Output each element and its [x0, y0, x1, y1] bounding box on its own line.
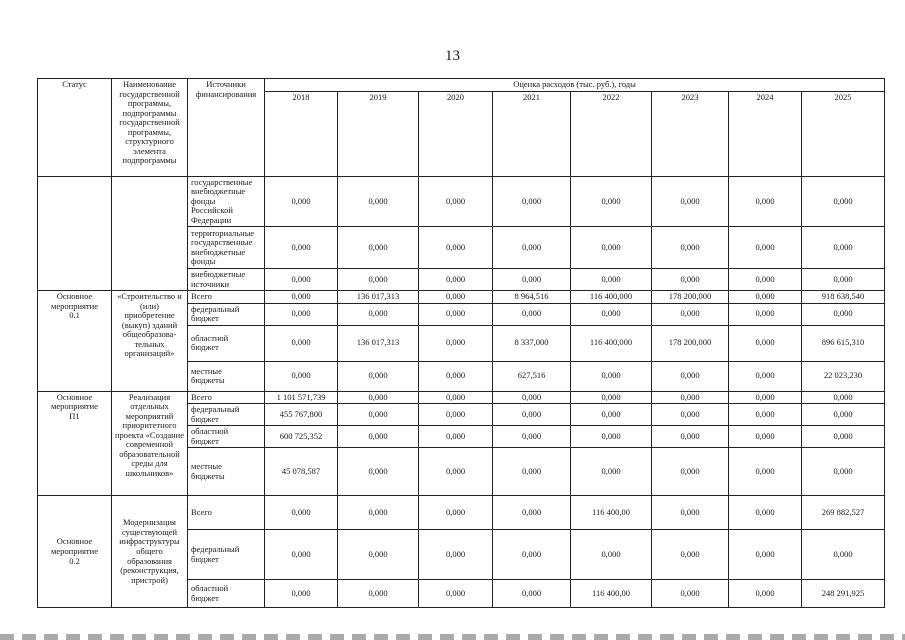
value-cell: 0,000	[571, 227, 652, 269]
cell-line: элемента	[133, 145, 166, 156]
cell-line: 0.2	[69, 555, 80, 566]
cell-line: пристрой)	[131, 574, 168, 585]
value-cell: 0,000	[571, 176, 652, 227]
value-cell: 0,000	[493, 580, 571, 608]
cell-line: мероприятий	[125, 410, 174, 421]
cell-line: приоритетного	[122, 420, 177, 431]
cell-line: государственной	[119, 88, 180, 99]
value-cell: 0,000	[419, 227, 493, 269]
value-cell: 0,000	[338, 530, 419, 580]
cell-line: мероприятие	[51, 545, 98, 556]
value-cell: 0,000	[802, 303, 885, 325]
cell-line: федеральный	[191, 404, 240, 415]
value-cell: 0,000	[265, 530, 338, 580]
value-cell: 0,000	[265, 176, 338, 227]
value-cell: 0,000	[571, 448, 652, 496]
value-cell: 0,000	[338, 496, 419, 530]
value-cell: 0,000	[571, 303, 652, 325]
cell-line: бюджет	[191, 553, 219, 564]
value-cell: 0,000	[493, 404, 571, 426]
value-cell: 0,000	[729, 325, 802, 361]
year-2018: 2018	[265, 91, 338, 176]
group-01-row	[38, 291, 885, 304]
value-cell: 116 400,000	[571, 291, 652, 304]
cell-line: местные	[191, 461, 222, 472]
value-cell: 0,000	[338, 580, 419, 608]
group-01-status	[38, 291, 112, 392]
value-cell: 0,000	[729, 361, 802, 391]
value-cell: 0,000	[493, 448, 571, 496]
value-cell: 0,000	[493, 176, 571, 227]
cell-line: Основное	[56, 291, 93, 302]
value-cell: 0,000	[571, 404, 652, 426]
budget-table	[37, 78, 885, 608]
value-cell: 0,000	[419, 176, 493, 227]
cell-line: источники	[191, 278, 230, 289]
value-cell: 0,000	[729, 391, 802, 404]
cell-line: областной	[191, 583, 229, 594]
cell-line: местные	[191, 365, 222, 376]
value-cell: 627,516	[493, 361, 571, 391]
header-source	[188, 79, 265, 177]
cell-line: тельных	[134, 338, 165, 349]
cell-line: образования	[127, 555, 172, 566]
value-cell: 0,000	[419, 303, 493, 325]
value-cell: 0,000	[265, 227, 338, 269]
group-p1-status	[38, 391, 112, 496]
continuation-row	[38, 176, 885, 227]
value-cell: 0,000	[493, 530, 571, 580]
value-cell: 0,000	[419, 391, 493, 404]
value-cell: 0,000	[338, 391, 419, 404]
name-cell-empty	[112, 176, 188, 291]
cell-line: 0.1	[69, 310, 80, 321]
value-cell: 0,000	[338, 227, 419, 269]
cell-line: Всего	[191, 506, 212, 517]
value-cell: 0,000	[652, 496, 729, 530]
value-cell: 0,000	[802, 448, 885, 496]
value-cell: 269 882,527	[802, 496, 885, 530]
cell-line: государственные	[191, 237, 253, 248]
year-2025: 2025	[802, 91, 885, 176]
value-cell: 116 400,000	[571, 325, 652, 361]
source-cell	[188, 404, 265, 426]
value-cell: 0,000	[338, 269, 419, 291]
value-cell: 0,000	[493, 269, 571, 291]
value-cell: 0,000	[493, 303, 571, 325]
cell-line: мероприятие	[51, 401, 98, 412]
cell-line: бюджет	[191, 435, 219, 446]
value-cell: 0,000	[419, 269, 493, 291]
status-cell-empty	[38, 176, 112, 291]
cell-line: финансирования	[195, 88, 257, 99]
source-cell	[188, 426, 265, 448]
cell-line: бюджет	[191, 313, 219, 324]
cell-line: Российской	[191, 205, 233, 216]
value-cell: 116 400,00	[571, 580, 652, 608]
cell-line: государственной	[119, 117, 180, 128]
value-cell: 0,000	[802, 176, 885, 227]
value-cell: 0,000	[419, 448, 493, 496]
group-02-name	[112, 496, 188, 608]
value-cell: 0,000	[729, 580, 802, 608]
year-2019: 2019	[338, 91, 419, 176]
cell-line: Наименование	[123, 79, 176, 89]
cell-line: бюджеты	[191, 470, 225, 481]
group-02-status	[38, 496, 112, 608]
value-cell: 0,000	[338, 404, 419, 426]
cell-line: школьников»	[125, 467, 174, 478]
cell-line: программы,	[127, 126, 172, 137]
value-cell: 0,000	[571, 361, 652, 391]
value-cell: 0,000	[571, 530, 652, 580]
source-cell	[188, 291, 265, 304]
value-cell: 918 638,540	[802, 291, 885, 304]
value-cell: 896 615,310	[802, 325, 885, 361]
header-status-text: Статус	[62, 79, 87, 89]
value-cell: 0,000	[338, 303, 419, 325]
value-cell: 0,000	[338, 426, 419, 448]
value-cell: 0,000	[419, 530, 493, 580]
value-cell: 0,000	[802, 227, 885, 269]
value-cell: 0,000	[652, 391, 729, 404]
value-cell: 0,000	[419, 580, 493, 608]
cell-line: федеральный	[191, 544, 240, 555]
cell-line: инфраструктуры	[119, 536, 180, 547]
value-cell: 8 337,000	[493, 325, 571, 361]
value-cell: 0,000	[652, 227, 729, 269]
group-01-name	[112, 291, 188, 392]
year-2021: 2021	[493, 91, 571, 176]
value-cell: 0,000	[729, 303, 802, 325]
source-cell	[188, 496, 265, 530]
value-cell: 0,000	[419, 404, 493, 426]
value-cell: 0,000	[265, 361, 338, 391]
cell-line: П1	[69, 410, 80, 421]
page-number: 13	[445, 48, 460, 64]
cell-line: Основное	[56, 536, 93, 547]
value-cell: 0,000	[265, 291, 338, 304]
value-cell: 22 023,230	[802, 361, 885, 391]
source-cell	[188, 176, 265, 227]
value-cell: 116 400,00	[571, 496, 652, 530]
cell-line: областной	[191, 332, 229, 343]
value-cell: 0,000	[419, 496, 493, 530]
value-cell: 0,000	[265, 269, 338, 291]
cell-line: подпрограммы	[122, 155, 177, 166]
value-cell: 0,000	[652, 426, 729, 448]
group-p1-row	[38, 391, 885, 404]
value-cell: 0,000	[729, 426, 802, 448]
value-cell: 0,000	[338, 361, 419, 391]
value-cell: 0,000	[802, 530, 885, 580]
cell-line: внебюджетные	[191, 246, 246, 257]
value-cell: 0,000	[652, 530, 729, 580]
value-cell: 0,000	[338, 176, 419, 227]
value-cell: 0,000	[419, 361, 493, 391]
cell-line: отдельных	[130, 401, 169, 412]
cell-line: Источники	[206, 79, 246, 89]
value-cell: 136 017,313	[338, 325, 419, 361]
value-cell: 0,000	[571, 426, 652, 448]
cell-line: общего	[136, 545, 163, 556]
budget-table-body	[38, 79, 885, 608]
value-cell: 0,000	[652, 580, 729, 608]
source-cell	[188, 227, 265, 269]
source-cell	[188, 530, 265, 580]
value-cell: 455 767,800	[265, 404, 338, 426]
cell-line: среды для	[131, 458, 168, 469]
value-cell: 0,000	[419, 325, 493, 361]
value-cell: 0,000	[652, 176, 729, 227]
year-2023: 2023	[652, 91, 729, 176]
header-name	[112, 79, 188, 177]
cell-line: (выкуп) зданий	[121, 319, 178, 330]
cell-line: территориальные	[191, 227, 255, 238]
group-p1-name	[112, 391, 188, 496]
cell-line: образовательной	[119, 448, 180, 459]
header-row-1	[38, 79, 885, 92]
value-cell: 0,000	[802, 426, 885, 448]
cell-line: подпрограммы	[122, 107, 177, 118]
value-cell: 0,000	[265, 580, 338, 608]
value-cell: 0,000	[729, 269, 802, 291]
cell-line: существующей	[121, 526, 178, 537]
source-cell	[188, 361, 265, 391]
value-cell: 0,000	[571, 269, 652, 291]
value-cell: 0,000	[571, 391, 652, 404]
value-cell: 0,000	[729, 291, 802, 304]
source-cell	[188, 580, 265, 608]
source-cell	[188, 448, 265, 496]
cell-line: мероприятие	[51, 300, 98, 311]
value-cell: 0,000	[802, 391, 885, 404]
value-cell: 8 964,516	[493, 291, 571, 304]
value-cell: 0,000	[493, 391, 571, 404]
value-cell: 0,000	[493, 426, 571, 448]
cell-line: Всего	[191, 291, 212, 302]
cell-line: проекта «Создание	[115, 429, 185, 440]
source-cell	[188, 269, 265, 291]
value-cell: 1 101 571,739	[265, 391, 338, 404]
value-cell: 0,000	[338, 448, 419, 496]
cell-line: внебюджетные	[191, 186, 246, 197]
source-cell	[188, 391, 265, 404]
value-cell: 248 291,925	[802, 580, 885, 608]
value-cell: 0,000	[652, 361, 729, 391]
value-cell: 0,000	[419, 291, 493, 304]
value-cell: 178 200,000	[652, 325, 729, 361]
value-cell: 0,000	[802, 404, 885, 426]
cell-line: Основное	[56, 391, 93, 402]
value-cell: 45 078,587	[265, 448, 338, 496]
scan-edge-mark	[0, 634, 905, 640]
cell-line: структурного	[125, 136, 174, 147]
value-cell: 0,000	[493, 496, 571, 530]
year-2020: 2020	[419, 91, 493, 176]
value-cell: 0,000	[729, 176, 802, 227]
value-cell: 0,000	[265, 325, 338, 361]
value-cell: 0,000	[652, 303, 729, 325]
cell-line: программы,	[127, 98, 172, 109]
value-cell: 0,000	[729, 496, 802, 530]
cell-line: «Строительство и	[117, 291, 182, 302]
cell-line: современной	[125, 439, 174, 450]
cell-line: общеобразова-	[122, 329, 177, 340]
cell-line: Федерации	[191, 214, 232, 225]
source-cell	[188, 325, 265, 361]
group-02-row	[38, 496, 885, 530]
value-cell: 0,000	[265, 496, 338, 530]
cell-line: (или) приобретение	[124, 300, 175, 321]
cell-line: Всего	[191, 391, 212, 402]
value-cell: 0,000	[729, 530, 802, 580]
cell-line: фонды	[191, 256, 216, 267]
source-cell	[188, 303, 265, 325]
value-cell: 0,000	[265, 303, 338, 325]
cell-line: внебюджетные	[191, 269, 246, 280]
year-2024: 2024	[729, 91, 802, 176]
value-cell: 0,000	[493, 227, 571, 269]
cell-line: Реализация	[128, 391, 171, 402]
cell-line: организаций»	[124, 348, 175, 359]
value-cell: 0,000	[729, 448, 802, 496]
cell-line: бюджет	[191, 342, 219, 353]
value-cell: 600 725,352	[265, 426, 338, 448]
cell-line: (реконструкция,	[120, 565, 179, 576]
cell-line: Модернизация	[123, 517, 176, 528]
cell-line: областной	[191, 426, 229, 437]
value-cell: 0,000	[802, 269, 885, 291]
header-estimate: Оценка расходов (тыс. руб.), годы	[265, 79, 885, 92]
cell-line: бюджеты	[191, 375, 225, 386]
value-cell: 178 200,000	[652, 291, 729, 304]
cell-line: бюджет	[191, 413, 219, 424]
value-cell: 0,000	[419, 426, 493, 448]
cell-line: фонды	[191, 195, 216, 206]
header-status	[38, 79, 112, 177]
value-cell: 0,000	[652, 404, 729, 426]
value-cell: 0,000	[729, 227, 802, 269]
value-cell: 0,000	[652, 269, 729, 291]
cell-line: государственные	[191, 176, 253, 187]
value-cell: 0,000	[729, 404, 802, 426]
year-2022: 2022	[571, 91, 652, 176]
cell-line: федеральный	[191, 303, 240, 314]
cell-line: бюджет	[191, 592, 219, 603]
value-cell: 0,000	[652, 448, 729, 496]
value-cell: 136 017,313	[338, 291, 419, 304]
